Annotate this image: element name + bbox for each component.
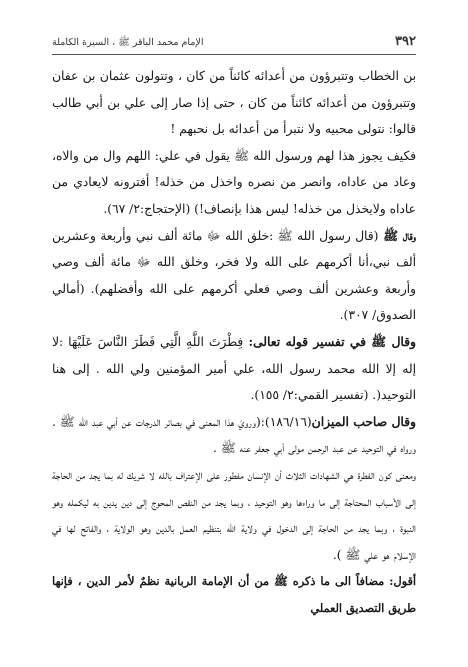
paragraph-6 (52, 462, 416, 568)
paragraph-3 (52, 223, 416, 329)
page-header (52, 34, 416, 50)
paragraph-text: (قال رسول الله ﷺ :خلق الله ﷻ مائة ألف نبي وأربعة وعشرين ألف نبي،أنا أكرمهم على الله ولا فخر، وخلق الله ﷻ مائة ألف وصي وأربعة وعشرين ألف وصي فعلي أكرمهم على الله وأفضلهم). (أمالي الصدوق/ ٣٠٧). (52, 228, 416, 323)
paragraph-text: ومعنى كون الفطرة هي الشهادات الثلاث أن الإنسان مفطور على الإعتراف بالله لا شريك له بما يجد من الحاجة إلى الأسباب المحتاجة إلى ما وراءها وهو التوحيد ، وبما يجد من النقص المحوج إلى دين يدين به ليكمله وهو النبوة ، وبما يجد من الحاجة إلى الدخول في ولاية الله بتنظيم العمل بالدين وهو الولاية ، والفاتح لها في الإسلام هو علي ﷺ ). (52, 467, 416, 562)
paragraph-text: (١٨٦/١٦):(ورويَ هذا المعنى في بصائر الدرجات عن أبي عبد الله ﷺ . ورواه في التوحيد عن عبد الرحمن مولى أبي جعفر عنه ﷺ . (52, 414, 416, 456)
paragraph-lead: وقال صاحب الميزان (311, 413, 416, 429)
paragraph-text: فِطْرَتَ اللَّهِ الَّتِي فَطَرَ النَّاسَ عَلَيْهَا :لا إله إلا الله محمد رسول الله، علي أمير المؤمنين ولي الله . إلى هنا التوحيد(. (تفسير القمي:٢/ ١٥٥). (52, 334, 416, 403)
paragraph-4 (52, 329, 416, 409)
page-body (52, 63, 416, 621)
paragraph-2 (52, 143, 416, 223)
paragraph-lead: وقال ﷺ في تفسير قوله تعالى: (243, 333, 416, 349)
page-number: ٣٩٢ (395, 34, 416, 49)
paragraph-lead: وقال ﷺ (378, 227, 416, 243)
paragraph-1 (52, 63, 416, 143)
final-paragraph: أقول: مضافاً الى ما ذكره ﷺ من أن الإمامة الربانية نظمٌ لأمر الدين ، فإنها طريق التصديق العملي (52, 574, 416, 615)
paragraph-text: بن الخطاب وتتبرؤون من أعدائه كائناً من كان ، وتتولون عثمان بن عفان وتتبرؤون من أعدائه كائناً من كان ، حتى إذا صار إلى علي بن أبي طالب قالوا: نتولى محبيه ولا نتبرأ من أعدائه بل نحبهم ! (52, 69, 416, 137)
paragraph-5 (52, 409, 416, 462)
running-title: الإمام محمد الباقر ﷺ ، السيرة الكاملة (52, 37, 204, 48)
header-divider (52, 54, 416, 55)
paragraph-text: فكيف يجوز هذا لهم ورسول الله ﷺ يقول في علي: اللهم وال من والاه، وعاد من عاداه، وانصر من نصره واخذل من خذله! أفترونه لايعادي من عاداه ولايخذل من خذله! ليس هذا بإنصاف!) (الإحتجاج:٢/ ٦٧). (52, 148, 416, 216)
